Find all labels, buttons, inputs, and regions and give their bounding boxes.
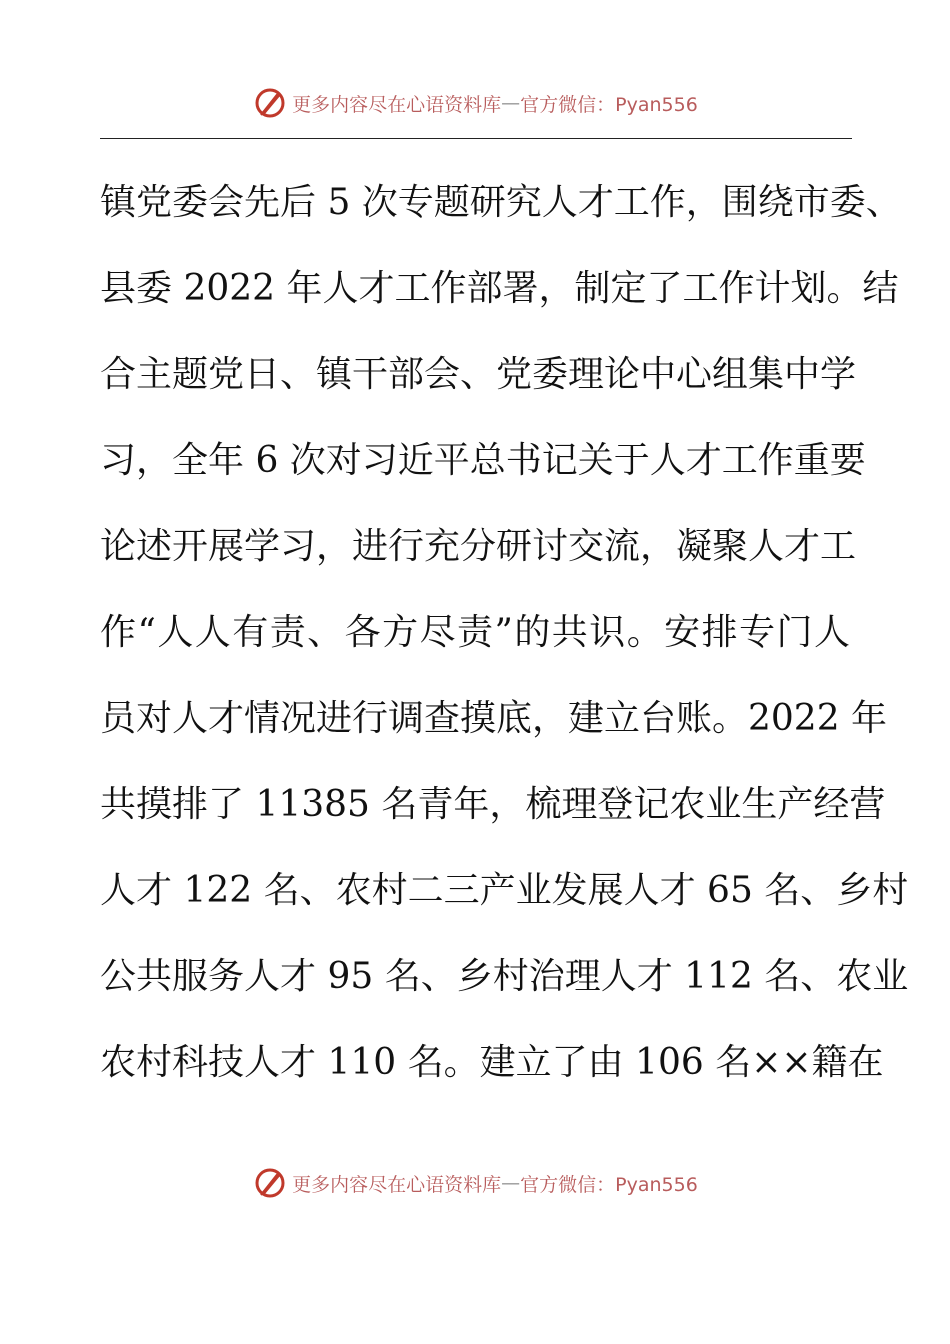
- banner-wechat: 官方微信：Pyan556: [520, 93, 698, 116]
- banner-separator: —: [501, 92, 521, 114]
- body-line: 员对人才情况进行调查摸底，建立台账。2022 年: [100, 698, 888, 739]
- quill-logo-icon: [252, 1165, 288, 1201]
- body-line: 镇党委会先后 5 次专题研究人才工作，围绕市委、: [100, 182, 902, 223]
- body-line: 合主题党日、镇干部会、党委理论中心组集中学: [100, 354, 857, 395]
- body-line: 论述开展学习，进行充分研讨交流，凝聚人才工: [100, 526, 857, 567]
- banner-site-name: 更多内容尽在心语资料库: [292, 1173, 502, 1196]
- footer-banner: [0, 1161, 950, 1205]
- quill-logo-icon: [252, 85, 288, 121]
- body-line: 作“人人有责、各方尽责”的共识。安排专门人: [100, 612, 850, 653]
- header-divider: [100, 138, 852, 139]
- body-line: 共摸排了 11385 名青年，梳理登记农业生产经营: [100, 784, 886, 825]
- document-body: [100, 160, 909, 1106]
- body-line: 人才 122 名、农村二三产业发展人才 65 名、乡村: [100, 870, 909, 911]
- body-line: 县委 2022 年人才工作部署，制定了工作计划。结: [100, 268, 899, 309]
- banner-separator: —: [501, 1172, 521, 1194]
- banner-site-name: 更多内容尽在心语资料库: [292, 93, 502, 116]
- body-line: 公共服务人才 95 名、乡村治理人才 112 名、农业: [100, 956, 909, 997]
- header-banner: [0, 81, 950, 125]
- body-line: 习，全年 6 次对习近平总书记关于人才工作重要: [100, 440, 866, 481]
- banner-wechat: 官方微信：Pyan556: [520, 1173, 698, 1196]
- body-line: 农村科技人才 110 名。建立了由 106 名××籍在: [100, 1042, 884, 1083]
